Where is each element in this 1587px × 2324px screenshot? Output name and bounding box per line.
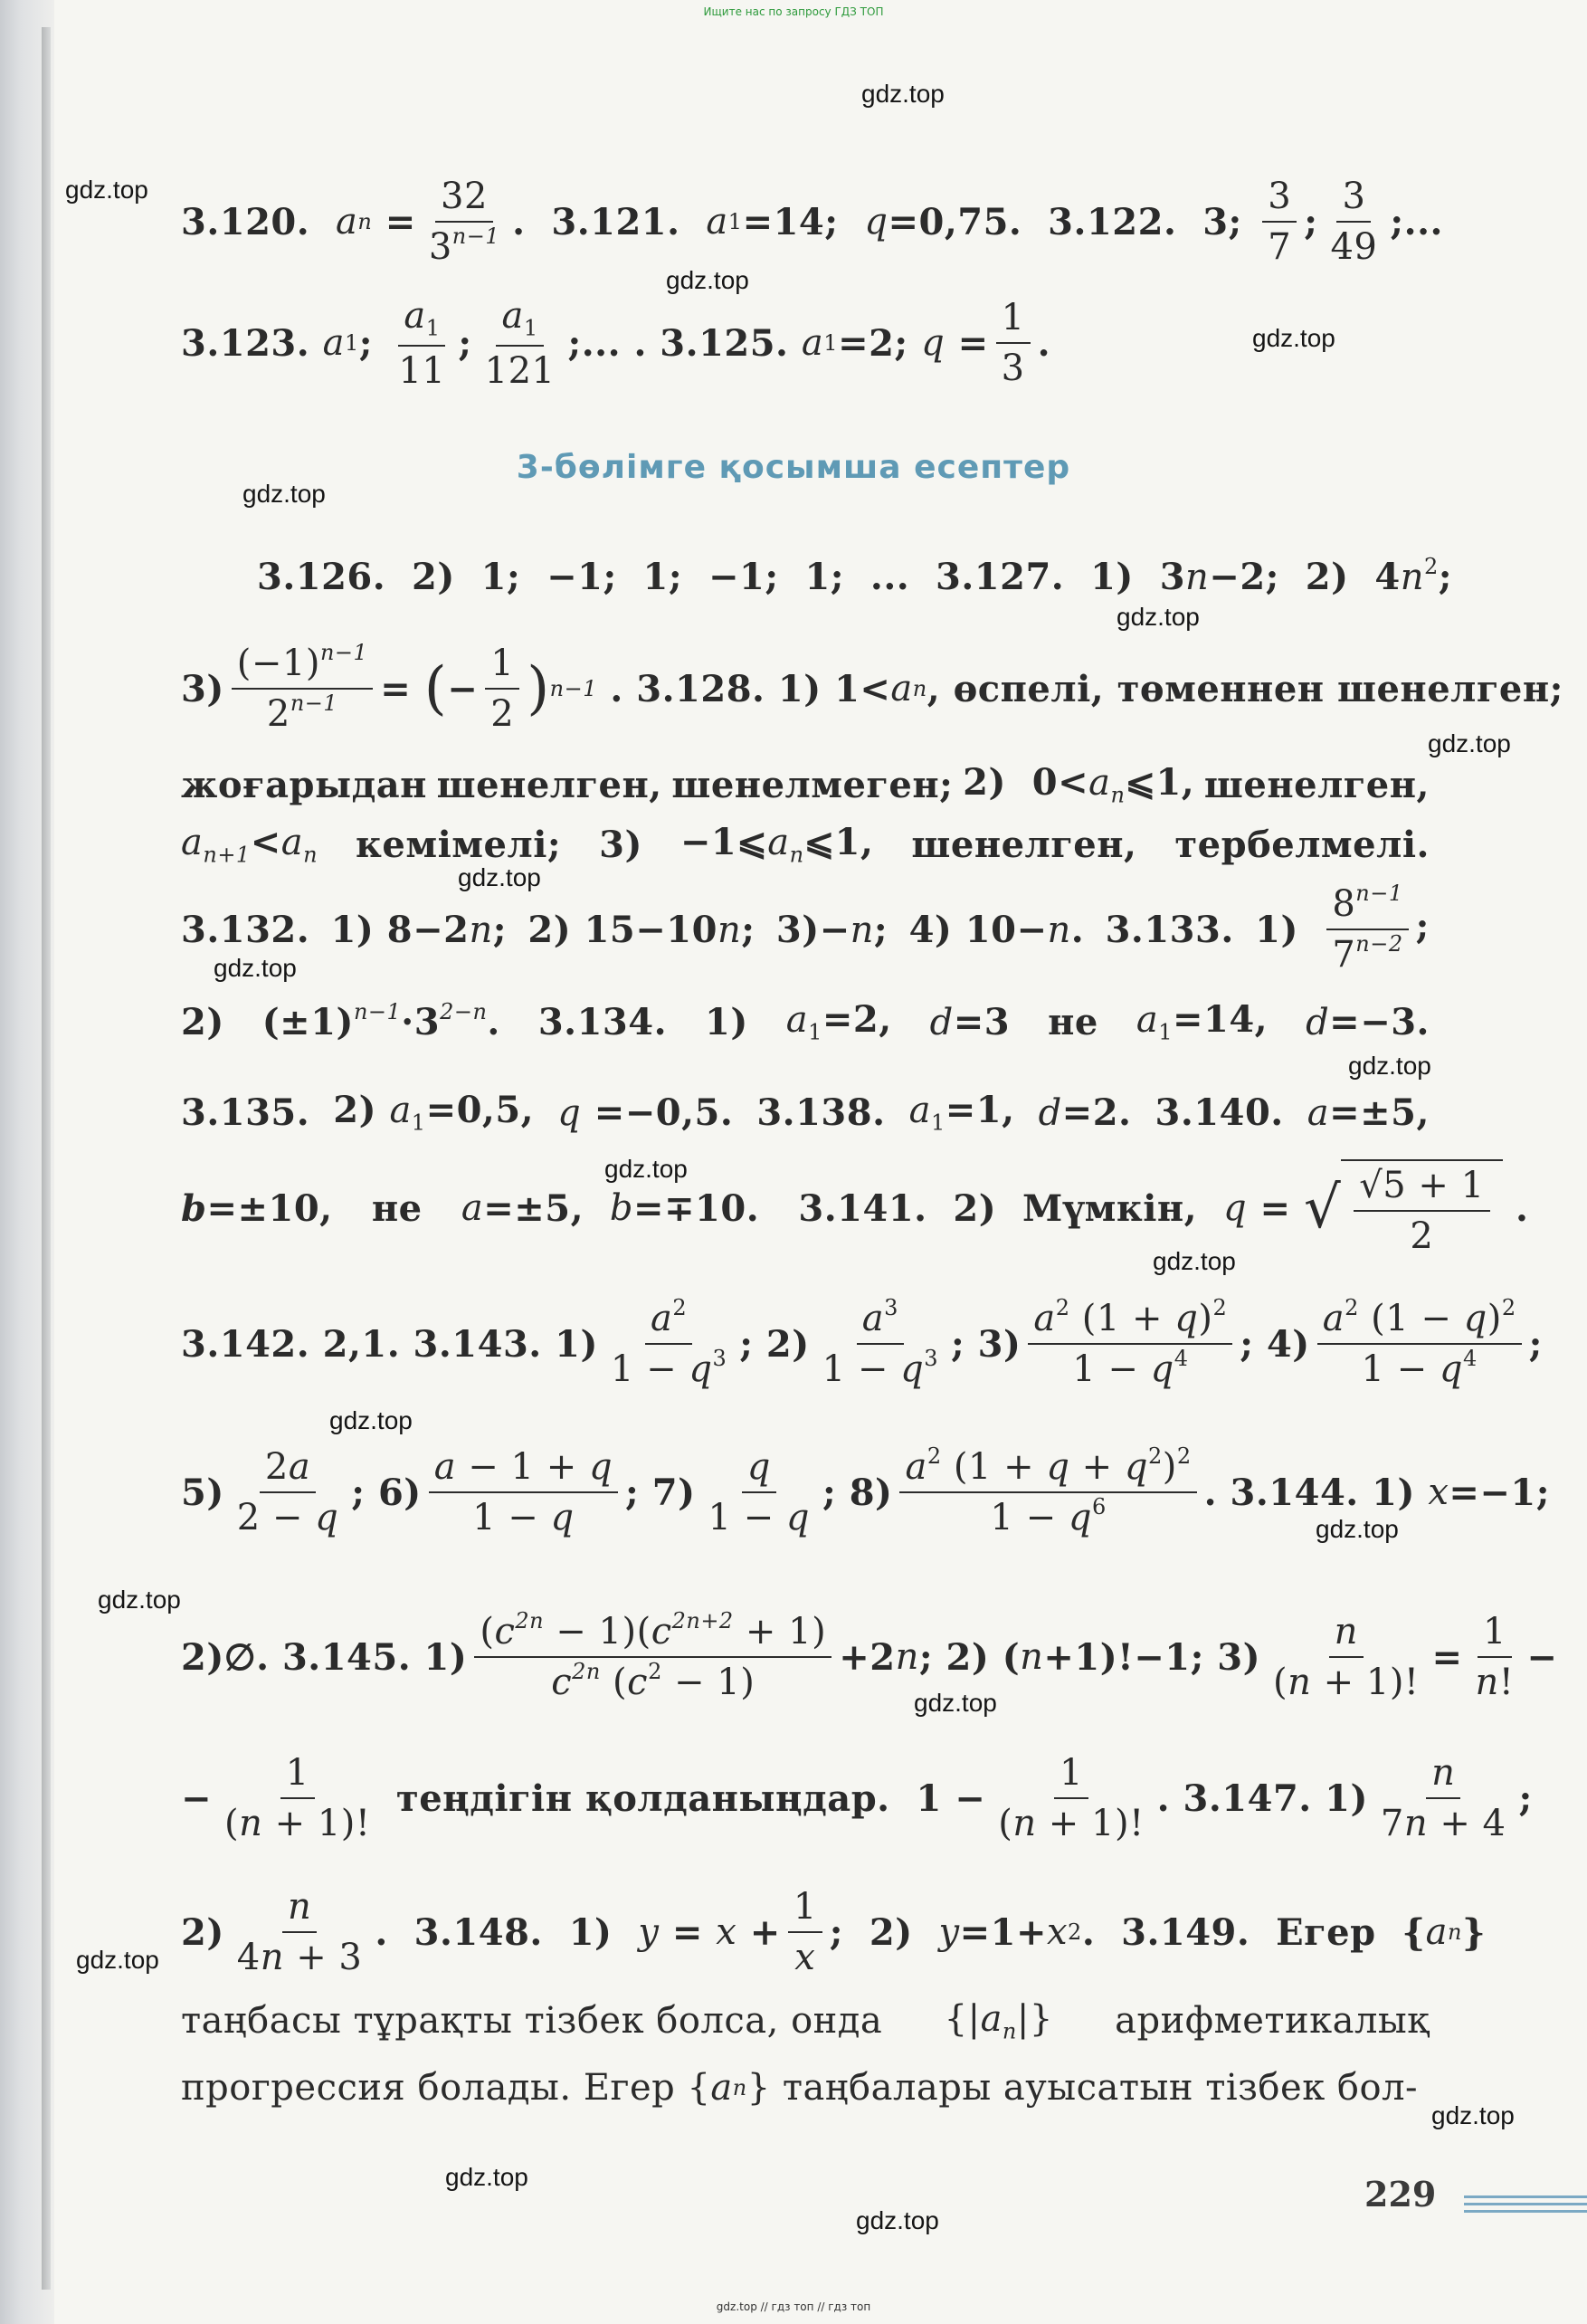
word: теңдігін қолданыңдар.: [395, 1776, 890, 1820]
word: Мүмкін,: [1022, 1186, 1198, 1230]
word: не: [371, 1186, 423, 1230]
watermark: gdz.top: [445, 2163, 528, 2191]
top-banner: Ищите нас по запросу ГДЗ ТОП: [703, 5, 884, 18]
word: арифметикалық: [1115, 2000, 1430, 2042]
bottom-banner: gdz.top // гдз топ // гдз топ: [716, 2300, 871, 2313]
watermark: gdz.top: [1117, 603, 1200, 631]
word: не: [1048, 1000, 1098, 1043]
word: Егер: [1276, 1910, 1376, 1954]
watermark: gdz.top: [861, 80, 945, 108]
answer-line-15: 2) $\frac{n}{4n + 3}$ . 3.148. 1) y = x + $\frac{1}{x}$ ; 2) y =1+ x 2 . 3.149. Егер { a n }: [181, 1886, 1487, 1978]
word: шенелген,: [436, 763, 662, 806]
answer-line-5: жоғарыдан шенелген, шенелмеген; 2) $0<a_n⩽1$, шенелген,: [181, 761, 1430, 808]
word: өспелі, төменнен шенелген;: [953, 667, 1563, 710]
decorative-rule: [1464, 2195, 1587, 2198]
word: кемімелі;: [356, 823, 562, 866]
answer-line-9: 3.135. 2) $a_1=0,5$, q =−0,5. 3.138. $a_1=1$, d=2. 3.140. a=±5,: [181, 1089, 1430, 1136]
book-spine-fold: [42, 27, 51, 2290]
word: таңбасы тұрақты тізбек болса, онда: [181, 2000, 883, 2042]
watermark: gdz.top: [914, 1689, 997, 1717]
watermark: gdz.top: [1252, 324, 1335, 352]
watermark: gdz.top: [242, 480, 326, 508]
answer-line-12: 5) $\frac{2a}{2 - q}$ ; 6) $\frac{a - 1 + q}{1 - q}$ ; 7) $\frac{q}{1 - q}$ ; 8) $\frac{a^2 (1 + q + q^2)^2}{1 - q^6}$ . 3.144. 1) x =−1;: [181, 1443, 1551, 1538]
watermark: gdz.top: [76, 1946, 159, 1974]
watermark: gdz.top: [329, 1406, 413, 1434]
answer-line-6: $a_{n+1}<a_n$ кемімелі; 3) $-1⩽a_n⩽1$, шенелген, тербелмелі.: [181, 821, 1430, 868]
watermark: gdz.top: [856, 2206, 939, 2234]
decorative-rule: [1464, 2210, 1587, 2213]
word: шенелген,: [1203, 763, 1430, 806]
answer-line-7: 3.132. 1) 8−2n; 2) 15−10n; 3)−n; 4) 10−n. 3.133. 1) $\frac{8^{n-1}}{7^{n-2}}$ ;: [181, 881, 1430, 976]
answer-line-11: 3.142. 2,1. 3.143. 1) $\frac{a^2}{1 - q^3}$ ; 2) $\frac{a^3}{1 - q^3}$ ; 3) $\frac{a^2 (1 + q)^2}{1 - q^4}$ ; 4) $\frac{a^2 (1 - q)^2}{1 - q^4}$ ;: [181, 1295, 1543, 1390]
watermark: gdz.top: [1428, 729, 1511, 757]
watermark: gdz.top: [1153, 1247, 1236, 1275]
watermark: gdz.top: [666, 266, 749, 294]
answer-line-2: 3.123. a 1 ; $\frac{a_1}{11}$ ; $\frac{a_1}{121}$ ;... . 3.125. a 1 =2; q = $\frac{1}{3}$ .: [181, 294, 1051, 392]
word: жоғарыдан: [181, 763, 427, 806]
watermark: gdz.top: [65, 176, 148, 204]
page-number: 229: [1364, 2174, 1437, 2214]
watermark: gdz.top: [1348, 1052, 1431, 1080]
answer-line-17: прогрессия болады. Егер { a n } таңбалары ауысатын тізбек бол-: [181, 2067, 1418, 2109]
decorative-rule: [1464, 2203, 1587, 2205]
answer-line-3: 3.126. 2) 1; −1; 1; −1; 1; ... 3.127. 1) 3n−2; 2) $4n^2$;: [257, 553, 1453, 598]
answer-line-4: 3) $\frac{(-1)^{n-1}}{2^{n-1}}$ = ( − $\frac{1}{2}$ ) n−1 . 3.128. 1) 1< a n , өспелі, төменнен шенелген;: [181, 640, 1563, 735]
word: таңбалары ауысатын тізбек бол-: [782, 2067, 1418, 2109]
word: шенелмеген;: [671, 763, 954, 806]
watermark: gdz.top: [1431, 2101, 1515, 2129]
section-heading: 3-бөлімге қосымша есептер: [516, 449, 1071, 486]
word: шенелген,: [911, 823, 1137, 866]
answer-line-8: 2) $(\pm 1)^{n-1}\cdot 3^{2-n}$. 3.134. 1) $a_1=2$, d=3 не $a_1=14$, d=−3.: [181, 998, 1430, 1045]
answer-line-10: b =±10, не a =±5, b =∓10. 3.141. 2) Мүмкін, q = √ $\frac{√5 + 1}{2}$ .: [181, 1167, 1430, 1249]
watermark: gdz.top: [1316, 1515, 1399, 1543]
answer-line-14: − $\frac{1}{(n + 1)!}$ теңдігін қолданыңдар. 1 − $\frac{1}{(n + 1)!}$ . 3.147. 1) $\frac{n}{7n + 4}$ ;: [181, 1752, 1533, 1844]
watermark: gdz.top: [458, 863, 541, 891]
word: тербелмелі.: [1174, 823, 1430, 866]
watermark: gdz.top: [98, 1586, 181, 1614]
answer-line-13: 2)∅. 3.145. 1) $\frac{(c^{2n} - 1)(c^{2n+2} + 1)}{c^{2n} (c^2 - 1)}$ +2 n ; 2) ( n +1)!−1; 3) $\frac{n}{(n + 1)!}$ = $\frac{1}{n!}$ −: [181, 1608, 1558, 1703]
answer-line-16: таңбасы тұрақты тізбек болса, онда $\{|a_n|\}$ арифметикалық: [181, 1997, 1430, 2044]
word: прогрессия болады. Егер: [181, 2067, 676, 2109]
answer-line-1: 3.120. a n = $\frac{32}{3^{n-1}}$ . 3.121. a 1 =14; q =0,75. 3.122. 3; $\frac{3}{7}$ ; $\frac{3}{49}$ ;...: [181, 176, 1443, 268]
watermark: gdz.top: [214, 954, 297, 982]
watermark: gdz.top: [604, 1155, 688, 1183]
